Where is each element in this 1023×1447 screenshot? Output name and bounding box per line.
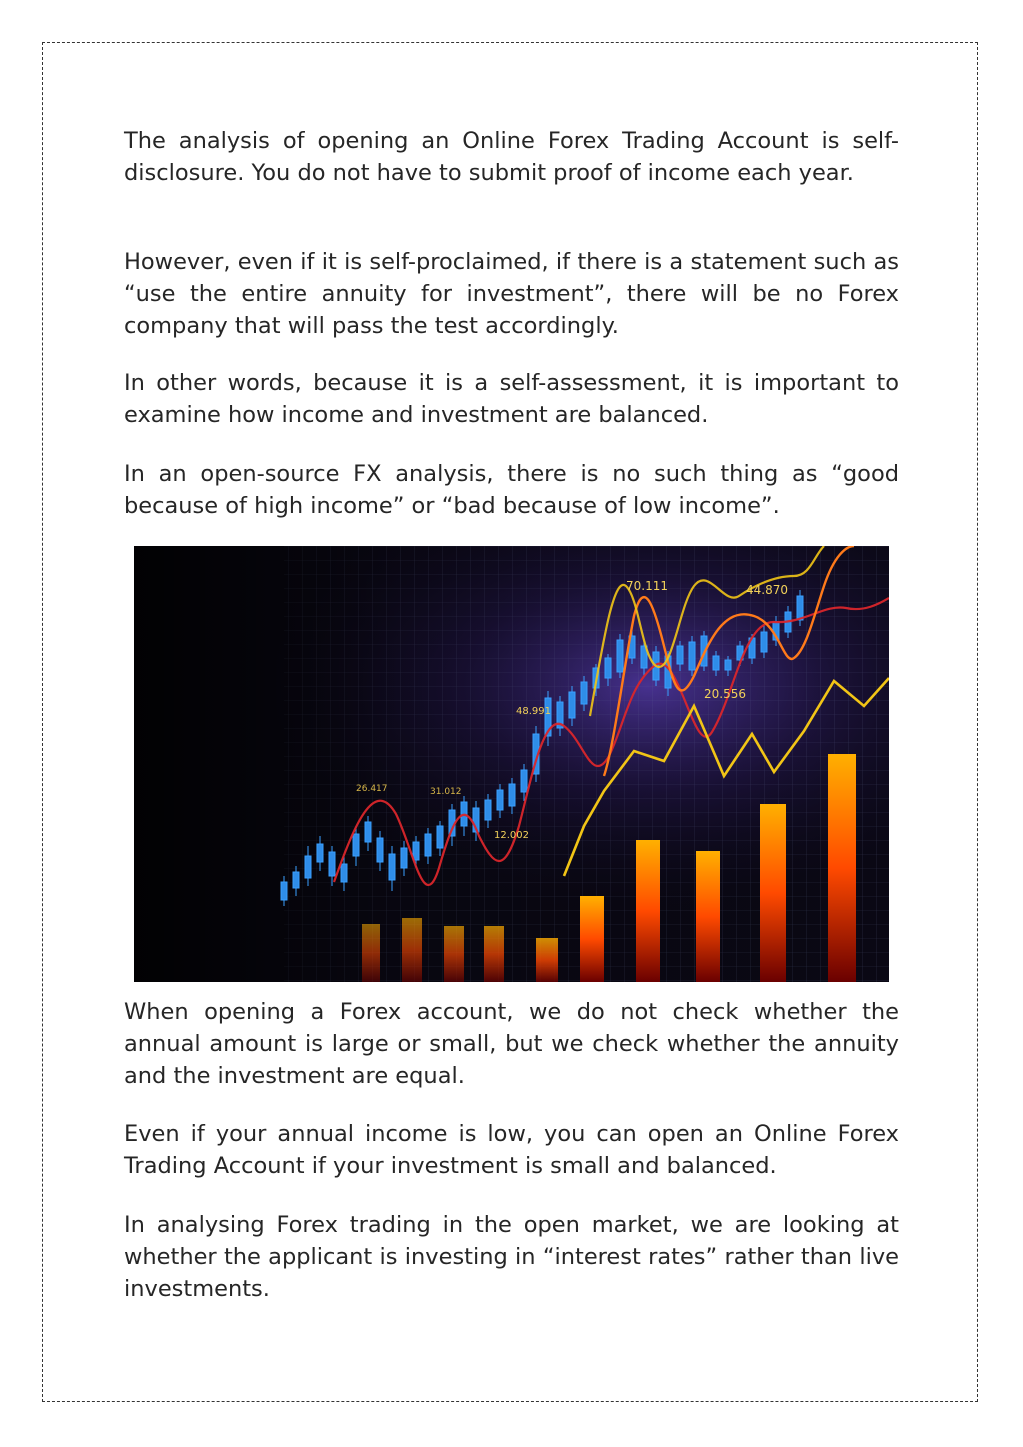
bar	[362, 924, 380, 982]
bar	[828, 754, 856, 982]
image-label: 12.002	[494, 830, 529, 841]
paragraph-2: However, even if it is self-proclaimed, if there is a statement such as “use the entire annuity for investment”, there will be no Forex company that will pass the test accordingly.	[124, 249, 899, 339]
image-label: 20.556	[704, 687, 746, 701]
image-label: 48.991	[516, 706, 551, 717]
bar	[536, 938, 558, 982]
bar	[444, 926, 464, 982]
image-label: 44.870	[746, 583, 788, 597]
bar	[484, 926, 504, 982]
paragraph-3: In other words, because it is a self-assessment, it is important to examine how income and investment are balanced.	[124, 370, 899, 428]
paragraph-1: The analysis of opening an Online Forex Trading Account is self-disclosure. You do not have to submit proof of income each year.	[124, 128, 899, 186]
bar	[696, 851, 720, 982]
paragraph-4: In an open-source FX analysis, there is no such thing as “good because of high income” or “bad because of low income”.	[124, 461, 899, 519]
forex-chart-image	[134, 546, 889, 982]
paragraph-6: Even if your annual income is low, you can open an Online Forex Trading Account if your investment is small and balanced.	[124, 1121, 899, 1179]
image-label: 26.417	[356, 784, 388, 794]
image-label: 31.012	[430, 787, 462, 797]
paragraph-7: In analysing Forex trading in the open market, we are looking at whether the applicant is investing in “interest rates” rather than live investments.	[124, 1212, 899, 1302]
bar	[580, 896, 604, 982]
bar	[760, 804, 786, 982]
paragraph-5: When opening a Forex account, we do not check whether the annual amount is large or small, but we check whether the annuity and the investment are equal.	[124, 999, 899, 1089]
image-label: 70.111	[626, 579, 668, 593]
bar	[402, 918, 422, 982]
bar	[636, 840, 660, 982]
